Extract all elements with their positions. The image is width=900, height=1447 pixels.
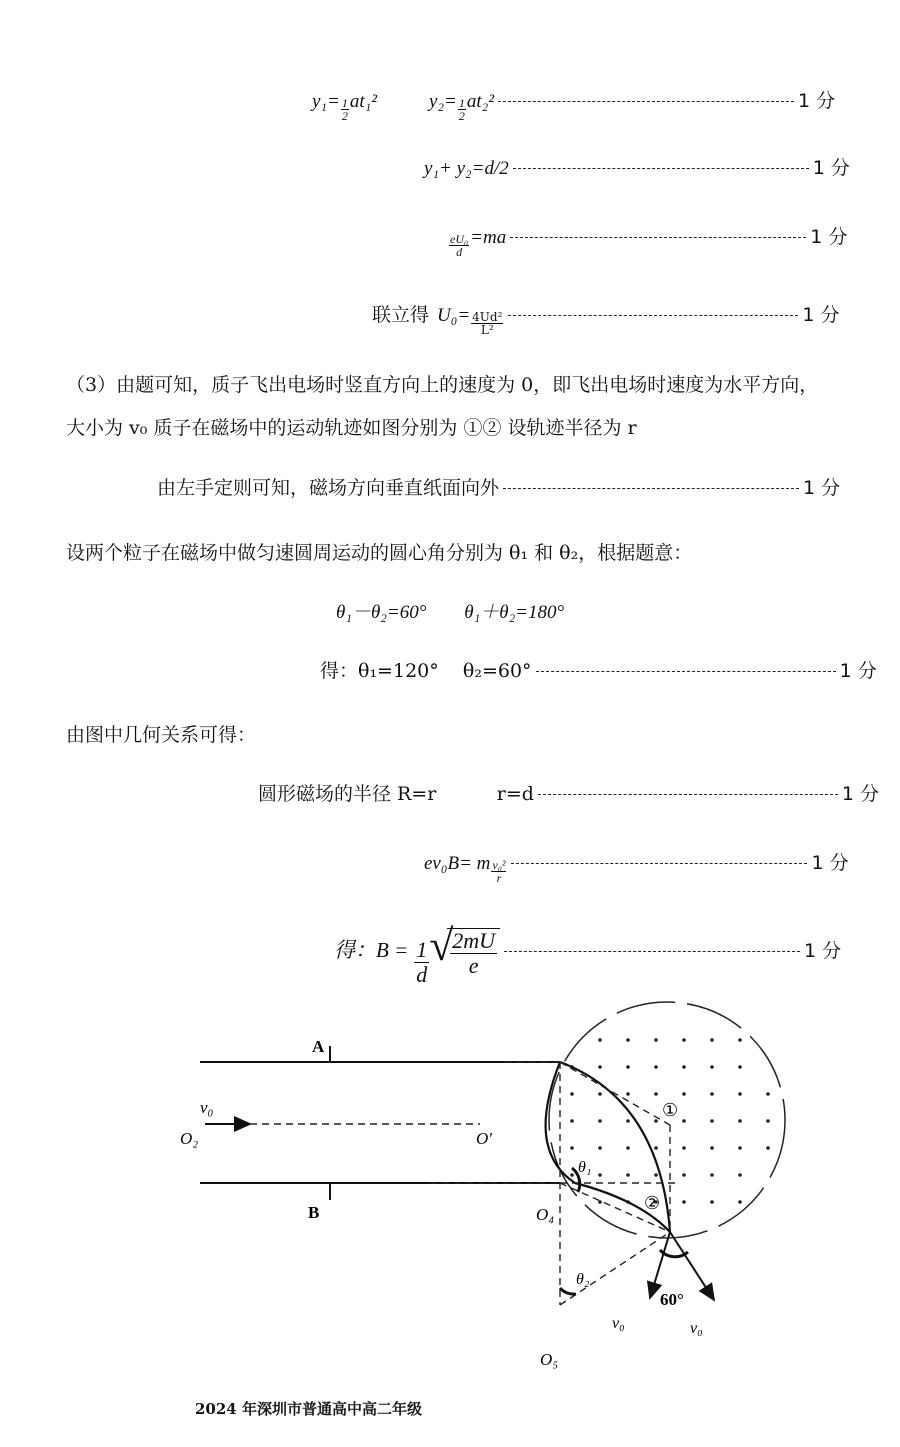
equation-y-sum <box>424 153 850 180</box>
field-dot <box>682 1092 686 1096</box>
radicand-num: 2mU <box>452 928 496 953</box>
statement-field-direction <box>157 473 840 500</box>
field-dot <box>654 1065 658 1069</box>
equation-radius <box>258 779 879 806</box>
field-dot <box>710 1038 714 1042</box>
eq1-half-fraction <box>341 97 349 122</box>
equation-angle-relations: θ₁－θ₂=60° θ₁＋θ₂=180° <box>336 602 565 623</box>
field-dot <box>682 1173 686 1177</box>
label-O1: O′ <box>476 1129 492 1148</box>
frac-num: 1 <box>458 96 465 110</box>
field-dot <box>738 1119 742 1123</box>
frac-num: 1 <box>341 96 348 110</box>
field-dot <box>682 1038 686 1042</box>
score-leader <box>510 237 806 238</box>
field-dot <box>766 1092 770 1096</box>
eq8-text: 圆形磁场的半径 R=r r=d <box>258 783 534 805</box>
label-trajectory-2: ② <box>644 1193 661 1213</box>
field-dot <box>710 1065 714 1069</box>
equation-U0 <box>372 300 840 336</box>
score-label: 1 分 <box>810 226 848 248</box>
part3-line1: （3）由题可知，质子飞出电场时竖直方向上的速度为 0，即飞出电场时速度为水平方向， <box>66 374 819 396</box>
score-leader <box>536 671 836 672</box>
frac-num: v₀² <box>492 858 506 872</box>
eq2-text: y₁+ y₂=d/2 <box>424 158 509 179</box>
frac-num: 4Ud² <box>472 310 503 324</box>
label-60-degrees: 60° <box>660 1290 684 1309</box>
radical-sign: √ <box>429 921 454 970</box>
field-dot <box>598 1038 602 1042</box>
field-dot <box>654 1146 658 1150</box>
field-dot <box>738 1200 742 1204</box>
para-angles: 设两个粒子在磁场中做匀速圆周运动的圆心角分别为 θ₁ 和 θ₂，根据题意： <box>66 542 693 564</box>
score-label: 1 分 <box>811 852 849 874</box>
theta2-arc <box>560 1288 576 1294</box>
label-trajectory-1: ① <box>662 1100 679 1120</box>
score-leader <box>513 168 809 169</box>
field-dot <box>710 1173 714 1177</box>
score-label: 1 分 <box>812 157 850 179</box>
frac-den: L² <box>480 323 494 337</box>
equation-force <box>448 222 847 258</box>
eq1-y2: y₂= <box>428 91 457 112</box>
eq5-text: 由左手定则可知，磁场方向垂直纸面向外 <box>157 477 500 499</box>
label-O2: O₂ <box>180 1129 199 1148</box>
score-label: 1 分 <box>804 940 842 963</box>
field-dot <box>710 1200 714 1204</box>
field-dot <box>654 1119 658 1123</box>
field-dot <box>738 1065 742 1069</box>
equation-angle-results <box>320 656 877 683</box>
label-v0-exit-1: v₀ <box>612 1315 625 1332</box>
field-dot <box>598 1173 602 1177</box>
field-dot <box>710 1119 714 1123</box>
eq10-prefix: 得：B = <box>334 938 409 963</box>
field-dot <box>626 1173 630 1177</box>
field-dot <box>738 1173 742 1177</box>
score-leader <box>538 794 838 795</box>
field-dot <box>598 1146 602 1150</box>
field-dot <box>654 1092 658 1096</box>
field-dot <box>654 1038 658 1042</box>
field-dot <box>654 1173 658 1177</box>
eq4-lhs: U₀= <box>437 305 471 326</box>
score-label: 1 分 <box>803 477 841 499</box>
field-dot <box>682 1119 686 1123</box>
score-label: 1 分 <box>797 90 836 112</box>
frac-den: d <box>456 245 463 259</box>
field-dot <box>598 1065 602 1069</box>
label-v0-left: v₀ <box>200 1098 214 1117</box>
frac-num: 1 <box>416 937 428 963</box>
frac-den: d <box>416 962 428 988</box>
eq3-fraction <box>449 233 469 258</box>
radicand-den: e <box>468 953 479 978</box>
frac-den: r <box>496 871 502 885</box>
field-dot <box>626 1146 630 1150</box>
label-O5: O₅ <box>540 1350 559 1369</box>
label-B: B <box>308 1203 320 1222</box>
field-dot <box>570 1092 574 1096</box>
field-dot <box>710 1146 714 1150</box>
eq7-text: 得：θ₁=120° θ₂=60° <box>320 660 532 682</box>
field-dot <box>598 1092 602 1096</box>
score-leader <box>503 488 799 489</box>
score-label: 1 分 <box>802 304 840 326</box>
eq1-half-fraction-2 <box>458 97 466 122</box>
part3-line2: 大小为 v₀ 质子在磁场中的运动轨迹如图分别为 ①② 设轨迹半径为 r <box>66 417 637 439</box>
score-leader <box>511 863 807 864</box>
field-dot <box>626 1119 630 1123</box>
field-dot <box>682 1146 686 1150</box>
label-theta1: θ₁ <box>578 1159 592 1176</box>
label-O4: O₄ <box>536 1205 555 1224</box>
eq1-at2: at₂² <box>466 91 494 112</box>
field-dot <box>570 1119 574 1123</box>
field-dot <box>570 1173 574 1177</box>
eq4-prefix: 联立得 <box>372 304 430 326</box>
radius-dashed-3 <box>560 1232 670 1305</box>
score-label: 1 分 <box>839 660 877 682</box>
radius-dashed-1 <box>560 1062 670 1125</box>
field-dot <box>738 1146 742 1150</box>
field-dot <box>738 1038 742 1042</box>
field-dot <box>626 1092 630 1096</box>
label-theta2: θ₂ <box>576 1271 590 1288</box>
eq4-fraction <box>471 311 503 336</box>
field-dot <box>682 1065 686 1069</box>
field-dot <box>626 1038 630 1042</box>
field-dot <box>598 1119 602 1123</box>
equation-B-result <box>334 921 842 988</box>
eq10-fraction <box>414 938 429 987</box>
eq1-at1: at₁² <box>349 91 377 112</box>
score-leader <box>504 951 800 952</box>
field-dot <box>570 1146 574 1150</box>
frac-num: eU₀ <box>450 232 469 246</box>
eq9-fraction <box>491 859 506 884</box>
equation-lorentz <box>424 848 849 884</box>
eq3-text: =ma <box>470 227 507 248</box>
field-dot <box>682 1200 686 1204</box>
field-dot <box>766 1119 770 1123</box>
field-dot <box>738 1092 742 1096</box>
label-v0-exit-2: v₀ <box>690 1320 703 1337</box>
exit-velocity-1 <box>650 1232 670 1298</box>
score-label: 1 分 <box>841 783 880 805</box>
equation-y1-y2 <box>312 86 835 122</box>
label-A: A <box>312 1037 325 1056</box>
footer-text: 2024 年深圳市普通高中高二年级 <box>195 1400 422 1418</box>
score-leader <box>498 101 794 102</box>
eq1-y1: y₁= <box>312 91 340 112</box>
frac-den: 2 <box>341 109 348 123</box>
score-leader <box>508 315 798 316</box>
field-dot <box>766 1146 770 1150</box>
eq9-lhs: ev₀B= m <box>424 853 491 874</box>
field-dot <box>710 1092 714 1096</box>
field-dot <box>626 1065 630 1069</box>
physics-diagram <box>0 1000 900 1400</box>
eq10-sqrt <box>429 921 500 978</box>
frac-den: 2 <box>458 109 465 123</box>
para-geometry: 由图中几何关系可得： <box>66 724 257 746</box>
